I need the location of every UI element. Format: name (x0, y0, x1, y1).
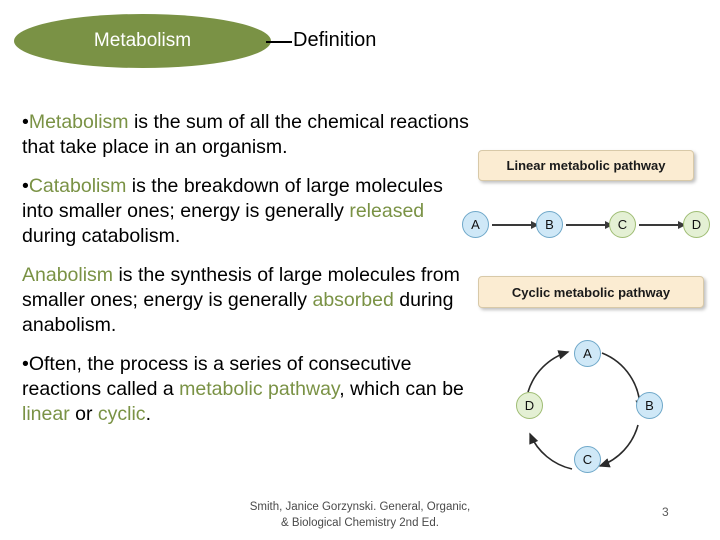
title-connector-line (266, 41, 292, 43)
linear-arrow-b-c (566, 224, 612, 226)
term-catabolism: Catabolism (28, 174, 127, 197)
citation-line-2: & Biological Chemistry 2nd Ed. (281, 516, 439, 529)
text-catabolism-end: during catabolism. (22, 224, 181, 247)
text-anabolism-def: is the synthesis of large molecules from smaller ones; energy is generally (22, 263, 460, 311)
slide-subtitle: Definition (293, 29, 377, 51)
linear-node-a: A (462, 211, 489, 238)
term-metabolism: Metabolism (28, 111, 129, 133)
text-pathway-end: . (145, 402, 151, 425)
text-catabolism-def: is the breakdown of large molecules into smaller ones; energy is generally (22, 174, 443, 222)
text-pathway-or: or (69, 402, 98, 425)
text-pathway-mid: , which can be (339, 377, 464, 400)
bullet-marker: • (22, 352, 29, 375)
text-anabolism-end: during anabolism. (22, 288, 454, 336)
cyclic-node-c: C (574, 446, 601, 473)
linear-node-d: D (683, 211, 710, 238)
term-absorbed: absorbed (312, 288, 394, 311)
term-cyclic: cyclic (97, 402, 146, 425)
linear-node-c: C (609, 211, 636, 238)
cyclic-node-b: B (636, 392, 663, 419)
term-metabolic-pathway: metabolic pathway (179, 377, 340, 400)
paragraph-anabolism (22, 263, 474, 338)
paragraph-catabolism (22, 174, 474, 249)
linear-arrow-a-b (492, 224, 538, 226)
text-metabolism-def: is the sum of all the chemical reactions that take place in an organism. (22, 111, 469, 158)
linear-node-b: B (536, 211, 563, 238)
cyclic-pathway-label: Cyclic metabolic pathway (478, 276, 704, 308)
page-number: 3 (662, 505, 669, 519)
paragraph-metabolism (22, 110, 474, 160)
citation-line-1: Smith, Janice Gorzynski. General, Organic, (249, 501, 471, 513)
linear-pathway-label: Linear metabolic pathway (478, 150, 694, 181)
slide-title-shape (14, 14, 271, 68)
bullet-marker: • (22, 111, 29, 133)
bullet-marker: • (22, 174, 29, 197)
cyclic-node-a: A (574, 340, 601, 367)
paragraph-pathway (22, 352, 474, 427)
source-citation (170, 500, 550, 531)
text-pathway-start: Often, the process is a series of consecutive reactions called a (22, 352, 412, 400)
body-content (22, 110, 474, 440)
term-linear: linear (22, 402, 70, 425)
cyclic-node-d: D (516, 392, 543, 419)
linear-arrow-c-d (639, 224, 685, 226)
term-anabolism: Anabolism (22, 263, 114, 286)
term-released: released (349, 199, 425, 222)
page-title: Metabolism (93, 30, 192, 51)
